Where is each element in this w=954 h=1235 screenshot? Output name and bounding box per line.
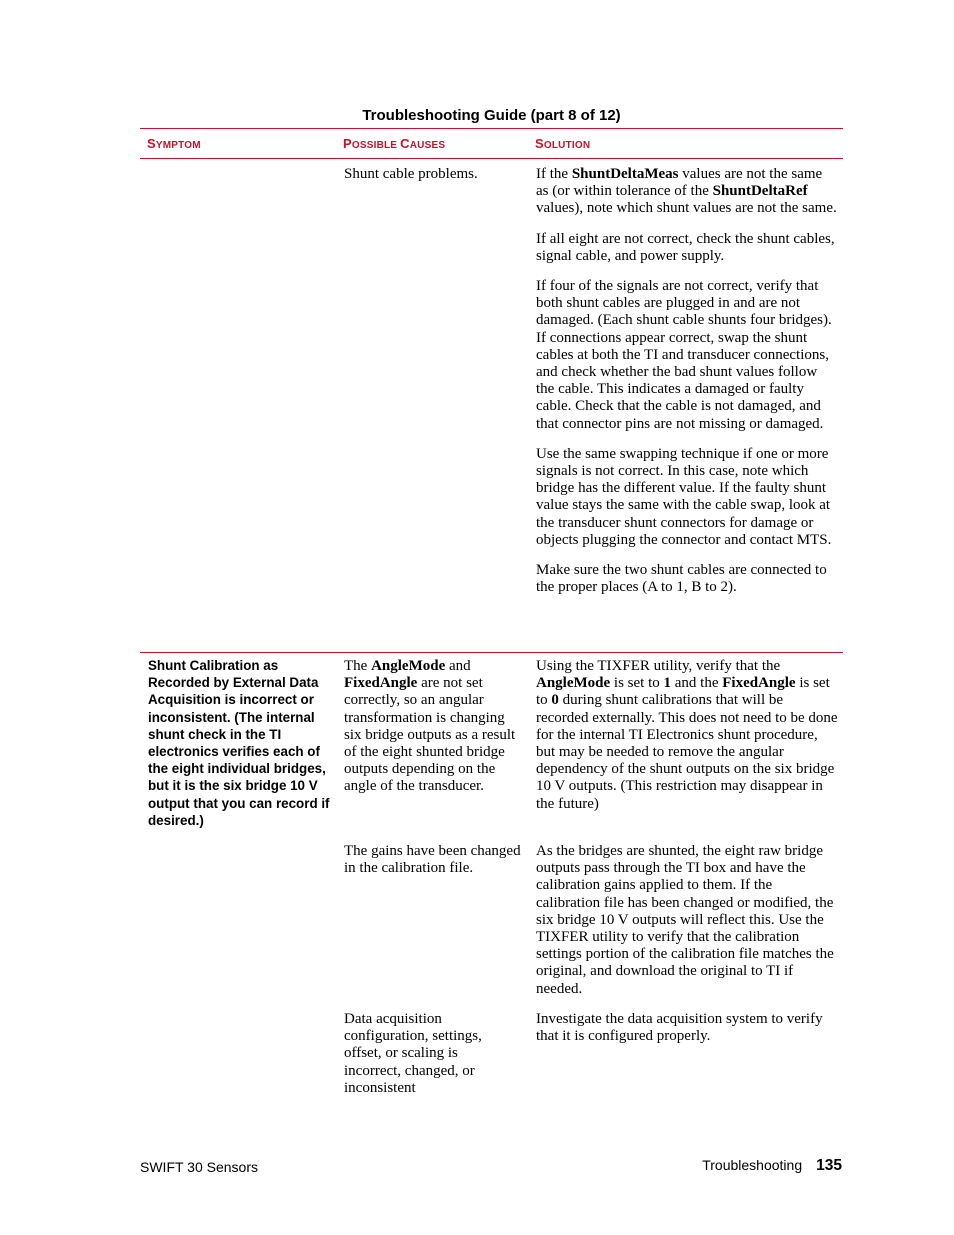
solution-paragraph: If all eight are not correct, check the shunt cables, signal cable, and power supply. — [536, 230, 835, 264]
column-header-symptom: SYMPTOM — [147, 136, 201, 151]
cause-gains-changed: The gains have been changed in the calibration file. — [344, 843, 521, 877]
solution-shunt-cable — [536, 166, 838, 609]
footer-section — [702, 1157, 842, 1175]
solution-angle-mode: Using the TIXFER utility, verify that the AngleMode is set to 1 and the FixedAngle is set to 0 during shunt calibrations that will be recorded externally. This does not need to be done for the internal TI Electronics shunt procedure, but may be needed to remove the angular dependency of the shunt outputs on the six bridge 10 V outputs. (This restriction may disappear in the future) — [536, 658, 838, 812]
footer-document-title: SWIFT 30 Sensors — [140, 1159, 259, 1175]
table-caption: Troubleshooting Guide (part 8 of 12) — [362, 107, 621, 124]
column-header-solution: SOLUTION — [535, 136, 591, 151]
page-number: 135 — [816, 1157, 842, 1174]
header-top-rule — [140, 128, 843, 129]
header-bottom-rule — [140, 158, 843, 159]
solution-gains-changed: As the bridges are shunted, the eight raw bridge outputs pass through the TI box and have the calibration gains applied to them. If the calibration file has been changed or modified, the six bridge 10 V outputs will reflect this. Use the TIXFER utility to verify that the calibration settings portion of the calibration file matches the original, and download the original to TI if needed. — [536, 843, 834, 997]
solution-paragraph: Make sure the two shunt cables are connected to the proper places (A to 1, B to 2). — [536, 562, 827, 596]
row-divider-rule — [140, 652, 843, 653]
solution-paragraph: If four of the signals are not correct, verify that both shunt cables are plugged in and are not damaged. (Each shunt cable shunts four bridges). If connections appear correct, swap the shunt cables at both the TI and transducer connections, and check whether the bad shunt values follow the cable. This indicates a damaged or faulty cable. Check that the cable is not damaged, and that connector pins are not missing or damaged. — [536, 278, 832, 432]
symptom-shunt-calibration: Shunt Calibration as Recorded by External Data Acquisition is incorrect or inconsistent. (The internal shunt check in the TI electronics verifies each of the eight individual bridges, but it is the six bridge 10 V output that you can record if desired.) — [148, 658, 330, 828]
solution-paragraph: If the ShuntDeltaMeas values are not the same as (or within tolerance of the ShuntDeltaRef values), note which shunt values are not the same. — [536, 166, 837, 217]
footer-section-label: Troubleshooting — [702, 1157, 803, 1173]
solution-paragraph: Use the same swapping technique if one or more signals is not correct. In this case, note which bridge has the different value. If the faulty shunt value stays the same with the cable swap, look at the transducer shunt connectors for damage or objects plugging the connector and contact MTS. — [536, 445, 832, 548]
cause-angle-mode: The AngleMode and FixedAngle are not set correctly, so an angular transformation is changing six bridge outputs as a result of the eight shunted bridge outputs depending on the angle of the transducer. — [344, 658, 516, 795]
cause-shunt-cable: Shunt cable problems. — [344, 166, 478, 182]
cause-data-acquisition: Data acquisition configuration, settings, offset, or scaling is incorrect, changed, or inconsistent — [344, 1011, 482, 1096]
solution-data-acquisition: Investigate the data acquisition system to verify that it is configured properly. — [536, 1011, 823, 1045]
column-header-possible-causes: POSSIBLE CAUSES — [343, 136, 446, 151]
